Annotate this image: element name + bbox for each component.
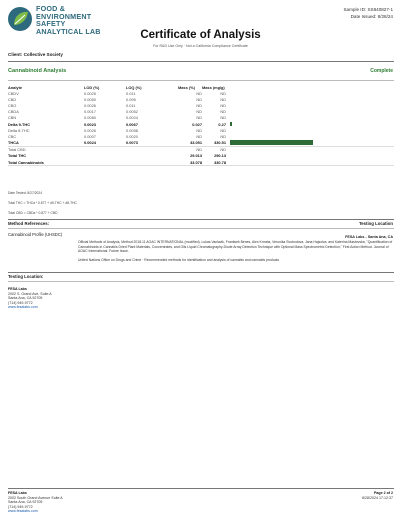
lod-cell: 0.0024: [84, 140, 126, 147]
page-number: Page 2 of 2: [374, 491, 393, 495]
note-line: Total CBD = CBDa * 0.877 + CBD: [8, 211, 58, 215]
column-header: Mass (%): [178, 84, 195, 90]
mass-mg-cell: 330.51: [202, 140, 226, 147]
mass-percent-cell: ND: [196, 90, 202, 96]
lod-cell: 0.0080: [84, 115, 96, 121]
mass-mg-cell: 330.78: [202, 159, 226, 166]
analyte-cell: CBD: [8, 96, 17, 102]
divider: [8, 61, 394, 62]
mass-mg-cell: 290.13: [214, 153, 226, 159]
status-badge: Complete: [370, 68, 393, 74]
loq-cell: 0.0020: [126, 133, 138, 139]
lab-phone: (714) 949-9772: [8, 300, 33, 305]
cannabinoid-table: [8, 84, 394, 166]
mass-mg-cell: ND: [220, 90, 226, 96]
analyte-cell: CBDV: [8, 90, 19, 96]
divider: [8, 488, 394, 489]
footer-timestamp: 8/28/2024 17:12:37: [362, 495, 393, 500]
logo-line: ENVIRONMENT: [36, 11, 92, 21]
loq-cell: 0.011: [126, 102, 136, 108]
column-header: LOD (%): [84, 84, 100, 90]
lab-name: FESA Labs: [8, 287, 27, 291]
page-title: Certificate of Analysis: [140, 29, 261, 41]
concentration-bar: [230, 122, 232, 126]
method-paragraph: United Nations Office on Drugs and Crime · Recommended methods for identification and analysis of cannabis and cannabis products: [78, 257, 280, 262]
mass-mg-cell: ND: [220, 133, 226, 139]
mass-percent-cell: 29.013: [190, 153, 202, 159]
loq-cell: 0.0052: [126, 109, 138, 115]
footer-page-info: [362, 491, 393, 500]
table-row: [8, 146, 394, 153]
mass-percent-cell: 33.051: [178, 140, 202, 147]
mass-mg-cell: ND: [220, 96, 226, 102]
analyte-cell: Total CBD: [8, 147, 26, 153]
table-row: [8, 159, 394, 166]
testing-location-section-heading: Testing Location:: [8, 274, 44, 279]
lod-cell: [84, 146, 126, 153]
analyte-cell: Total THC: [8, 153, 27, 159]
mass-percent-cell: ND: [196, 96, 202, 102]
analyte-cell: CBN: [8, 115, 17, 121]
method-references-heading: Method References:: [8, 221, 50, 226]
mass-percent-cell: 0.027: [192, 121, 202, 127]
client-name: Client: Collective Society: [8, 52, 63, 57]
analyte-cell: CBC: [8, 133, 17, 139]
mass-percent-cell: 33.078: [178, 159, 202, 166]
mass-percent-cell: ND: [196, 109, 202, 115]
date-issued: Date Issued: 8/28/24: [350, 14, 393, 19]
method-description: [78, 240, 394, 266]
method-paragraph: Official Methods of Analysis, Method 2018.11 AOAC INTERNATIONAL (modified). Lukas Vaclavik, Frantisek Benes, Alex Krmela, Veronika Svobodova, Jana Hajsolva, and Katerina Mastovska, "Quantification of Cannabinoids in Cannabis Dried Plant Materials, Concentrates, and Oils Liquid Chromatography-Diode Array Detection Technique with Optional Mass Spectrometric Detection," First Action Method. Journal of AOAC International. Future Issue.: [78, 240, 393, 254]
lab-address-line: Santa Ana, CA 92705: [8, 296, 43, 301]
column-header: Analyte: [8, 84, 23, 90]
note-line: Total THC = THCa * 0.877 + d9-THC + d8-THC: [8, 201, 77, 205]
mass-percent-cell: ND: [196, 115, 202, 121]
analyte-cell: Delta 9-THC: [8, 121, 31, 127]
analyte-cell: Delta 8-THC: [8, 127, 30, 133]
mass-percent-cell: ND: [196, 147, 202, 153]
mass-percent-cell: ND: [196, 133, 202, 139]
column-header: Mass (mg/g): [202, 84, 225, 90]
column-header: LOQ (%): [126, 84, 142, 90]
mass-percent-cell: ND: [196, 102, 202, 108]
lod-cell: 0.0023: [84, 121, 96, 127]
mass-mg-cell: ND: [220, 127, 226, 133]
lab-address-line: 2002 S. Grand Ave, Suite A: [8, 291, 52, 296]
testing-location-address: [8, 287, 52, 310]
loq-cell: 0.095: [126, 96, 136, 102]
loq-cell: 0.0067: [126, 121, 138, 127]
table-row: [8, 140, 394, 147]
footer-website-link[interactable]: www.fesalabs.com: [8, 509, 38, 514]
lod-cell: 0.0017: [84, 109, 96, 115]
page-subtitle: For R&D Use Only · Not a California Compliance Certificate: [153, 44, 248, 48]
footer-address-line: Santa Ana, CA 92705: [8, 500, 43, 505]
logo-line: SAFETY: [36, 19, 66, 29]
divider: [8, 228, 394, 229]
header-meta: [343, 6, 393, 20]
mass-mg-cell: ND: [220, 147, 226, 153]
mass-mg-cell: ND: [220, 115, 226, 121]
sample-id: Sample ID: SS840827-1: [343, 7, 393, 12]
logo-line: ANALYTICAL LAB: [36, 26, 101, 36]
cannabinoid-section-title: Cannabinoid Analysis: [8, 68, 67, 74]
cannabinoid-rows: [8, 90, 394, 166]
footer-address-line: 2002 South Grand Avenue Suite A: [8, 495, 63, 500]
logo-line: FOOD &: [36, 4, 66, 13]
analyte-cell: CBDA: [8, 109, 19, 115]
analyte-cell: CBG: [8, 102, 17, 108]
footer-lab-name: FESA Labs: [8, 491, 27, 495]
lod-cell: 0.0025: [84, 90, 96, 96]
lod-cell: 0.0007: [84, 133, 96, 139]
testing-location-heading: Testing Location: [358, 221, 393, 226]
concentration-bar: [230, 140, 313, 144]
loq-cell: 0.011: [126, 90, 136, 96]
analyte-cell: THCA: [8, 140, 84, 147]
divider: [8, 219, 394, 220]
mass-mg-cell: 0.27: [218, 121, 226, 127]
method-profile-label: Cannabinoid Profile (UHSDC): [8, 232, 63, 237]
divider: [8, 281, 394, 282]
divider: [8, 272, 394, 273]
lab-website-link[interactable]: www.fesalabs.com: [8, 305, 38, 310]
mass-mg-cell: ND: [220, 102, 226, 108]
method-location: FESA Labs - Santa Ana, CA: [345, 235, 393, 239]
loq-cell: [126, 159, 178, 166]
footer-phone: (714) 949-9772: [8, 504, 33, 509]
loq-cell: 0.0024: [126, 115, 138, 121]
lod-cell: [84, 159, 126, 166]
analyte-cell: Total Cannabinoids: [8, 159, 84, 166]
lod-cell: 0.0026: [84, 127, 96, 133]
loq-cell: 0.0058: [126, 127, 138, 133]
lod-cell: 0.0026: [84, 102, 96, 108]
loq-cell: [126, 146, 178, 153]
mass-mg-cell: ND: [220, 109, 226, 115]
divider: [8, 80, 394, 81]
mass-percent-cell: ND: [196, 127, 202, 133]
footer-address: [8, 491, 63, 514]
lod-cell: 0.0050: [84, 96, 96, 102]
calculation-notes: [8, 188, 77, 218]
note-line: Date Tested: 8/27/2024: [8, 191, 43, 195]
loq-cell: 0.0073: [126, 140, 178, 147]
